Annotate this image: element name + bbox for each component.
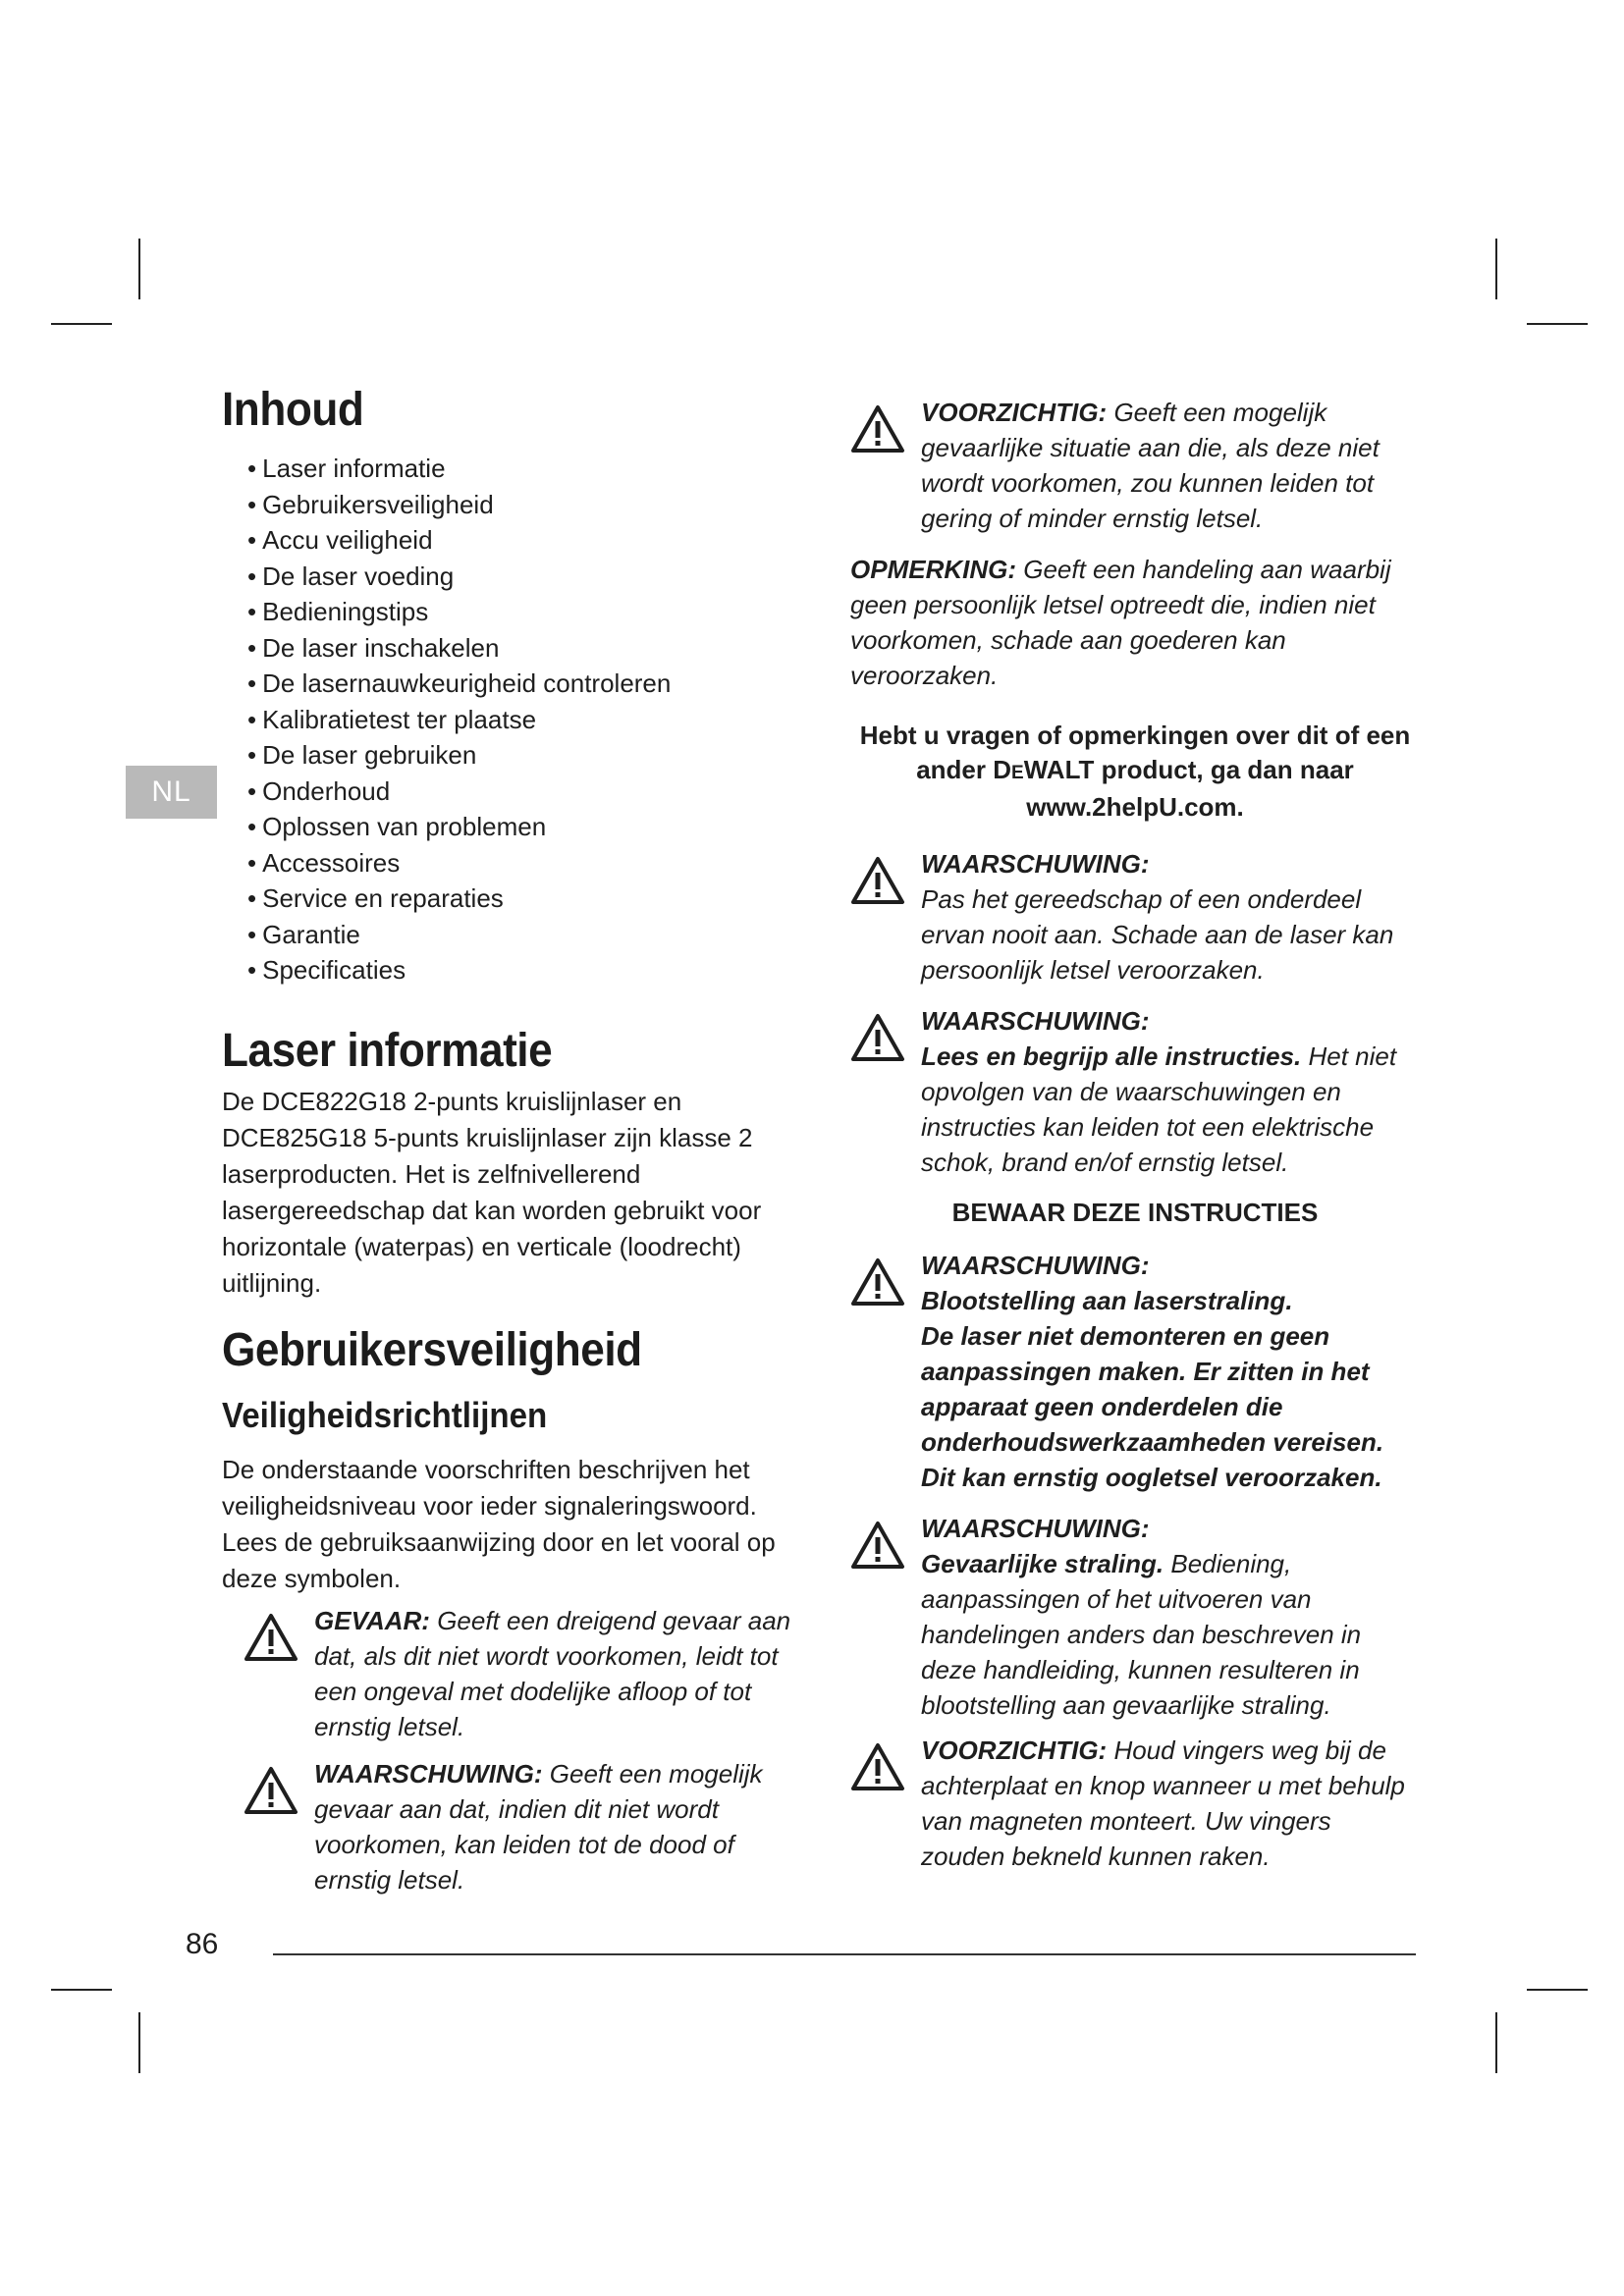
toc-item: • De laser inschakelen <box>247 630 811 667</box>
toc-item: • Accu veiligheid <box>247 522 811 559</box>
danger-text: Geeft een dreigend gevaar aan dat, als dit niet wordt voorkomen, leidt tot een ongeval met dodelijke afloop of tot ernstig letsel. <box>314 1605 791 1741</box>
warning-triangle-icon <box>244 1766 298 1815</box>
warning-text: Geeft een mogelijk gevaar aan dat, indien dit niet wordt voorkomen, kan leiden tot de dood of ernstig letsel. <box>314 1758 763 1895</box>
caution-notice-2 <box>850 1733 1420 1874</box>
warning-triangle-icon <box>850 1257 905 1307</box>
toc-item: • Laser informatie <box>247 451 811 487</box>
caution-label: VOORZICHTIG: <box>921 398 1108 427</box>
language-tab: NL <box>126 766 217 819</box>
safety-guidelines-title: Veiligheidsrichtlijnen <box>222 1394 548 1435</box>
safety-guidelines-text: De onderstaande voorschriften beschrijven het veiligheidsniveau voor ieder signaleringswoord. Lees de gebruiksaanwijzing door en let vooral op deze symbolen. <box>222 1454 776 1593</box>
save-instructions: BEWAAR DEZE INSTRUCTIES <box>951 1198 1319 1227</box>
crop-mark <box>1527 1989 1588 1991</box>
questions-line <box>850 753 1420 790</box>
toc-item: • Gebruikersveiligheid <box>247 487 811 523</box>
toc-item: • Onderhoud <box>247 774 811 810</box>
warning-notice-2 <box>850 1003 1420 1180</box>
danger-label: GEVAAR: <box>314 1605 430 1635</box>
toc-title: Inhoud <box>222 384 364 436</box>
user-safety-title: Gebruikersveiligheid <box>222 1323 642 1376</box>
toc-item: • Service en reparaties <box>247 881 811 917</box>
questions-block <box>850 719 1420 825</box>
crop-mark <box>138 239 140 299</box>
warning-emphasis: Blootstelling aan laserstraling. <box>921 1286 1293 1315</box>
crop-mark <box>1495 239 1497 299</box>
warning-emphasis: De laser niet demonteren en geen aanpassingen maken. Er zitten in het apparaat geen onderdelen die onderhoudswerkzaamheden vereisen. Dit kan ernstig oogletsel veroorzaken. <box>921 1321 1384 1492</box>
questions-text: WALT product, ga dan naar <box>1023 755 1354 784</box>
warning-text: Het niet opvolgen van de waarschuwingen en instructies kan leiden tot een elektrische schok, brand en/of ernstig letsel. <box>921 1041 1397 1177</box>
warning-triangle-icon <box>850 1742 905 1791</box>
warning-notice <box>244 1756 811 1897</box>
crop-mark <box>138 2012 140 2073</box>
crop-mark <box>51 323 112 325</box>
toc-item: • Accessoires <box>247 845 811 881</box>
toc-item: • De lasernauwkeurigheid controleren <box>247 666 811 702</box>
questions-text: ander D <box>916 755 1012 784</box>
warning-emphasis: Gevaarlijke straling. <box>921 1549 1164 1578</box>
left-column <box>222 383 811 1897</box>
warning-notice-1 <box>850 846 1420 988</box>
crop-mark <box>1495 2012 1497 2073</box>
note-notice <box>850 552 1420 693</box>
caution-label: VOORZICHTIG: <box>921 1735 1108 1765</box>
crop-mark <box>1527 323 1588 325</box>
warning-triangle-icon <box>850 404 905 454</box>
warning-triangle-icon <box>244 1613 298 1662</box>
warning-label: WAARSCHUWING: <box>314 1758 543 1789</box>
help-url: www.2helpU.com. <box>1026 792 1244 822</box>
page-number: 86 <box>186 1928 219 1960</box>
toc-item: • Bedieningstips <box>247 594 811 630</box>
warning-emphasis: Lees en begrijp alle instructies. <box>921 1041 1302 1071</box>
warning-triangle-icon <box>850 856 905 905</box>
laser-info-text: De DCE822G18 2-punts kruislijnlaser en DCE825G18 5-punts kruislijnlaser zijn klasse 2 laserproducten. Het is zelfnivellerend lasergereedschap dat kan worden gebruikt voor horizontale (waterpas) en verticale (loodrecht) uitlijning. <box>222 1086 762 1298</box>
warning-notice-4 <box>850 1511 1420 1723</box>
caution-text: Geeft een mogelijk gevaarlijke situatie aan die, als deze niet wordt voorkomen, zou kunnen leiden tot gering of minder ernstig letsel. <box>921 398 1380 533</box>
right-column <box>850 395 1420 1874</box>
warning-label: WAARSCHUWING: <box>921 1006 1150 1036</box>
warning-text: Bediening, aanpassingen of het uitvoeren van handelingen anders dan beschreven in deze handleiding, kunnen resulteren in blootstelling aan gevaarlijke straling. <box>921 1549 1362 1720</box>
caution-notice <box>850 395 1420 536</box>
warning-triangle-icon <box>850 1521 905 1570</box>
crop-mark <box>51 1989 112 1991</box>
laser-info-title: Laser informatie <box>222 1024 553 1077</box>
brand-small-letter: E <box>1011 763 1024 783</box>
questions-line: Hebt u vragen of opmerkingen over dit of een <box>859 721 1411 750</box>
toc-item: • De laser gebruiken <box>247 737 811 774</box>
warning-triangle-icon <box>850 1013 905 1062</box>
toc-item: • Specificaties <box>247 952 811 988</box>
toc-item: • Oplossen van problemen <box>247 809 811 845</box>
note-label: OPMERKING: <box>850 555 1016 584</box>
toc-item: • Garantie <box>247 917 811 953</box>
warning-label: WAARSCHUWING: <box>921 1514 1150 1543</box>
warning-text: Pas het gereedschap of een onderdeel ervan nooit aan. Schade aan de laser kan persoonlijk letsel veroorzaken. <box>921 884 1394 985</box>
warning-notice-3 <box>850 1248 1420 1495</box>
toc-list <box>222 451 811 988</box>
footer-rule <box>273 1953 1416 1955</box>
warning-label: WAARSCHUWING: <box>921 1251 1150 1280</box>
danger-notice <box>244 1603 811 1744</box>
warning-label: WAARSCHUWING: <box>921 849 1150 879</box>
note-text: Geeft een handeling aan waarbij geen persoonlijk letsel optreedt die, indien niet voorkomen, schade aan goederen kan veroorzaken. <box>850 555 1391 690</box>
toc-item: • Kalibratietest ter plaatse <box>247 702 811 738</box>
toc-item: • De laser voeding <box>247 559 811 595</box>
caution-text: Houd vingers weg bij de achterplaat en knop wanneer u met behulp van magneten monteert. Uw vingers zouden bekneld kunnen raken. <box>921 1735 1405 1871</box>
